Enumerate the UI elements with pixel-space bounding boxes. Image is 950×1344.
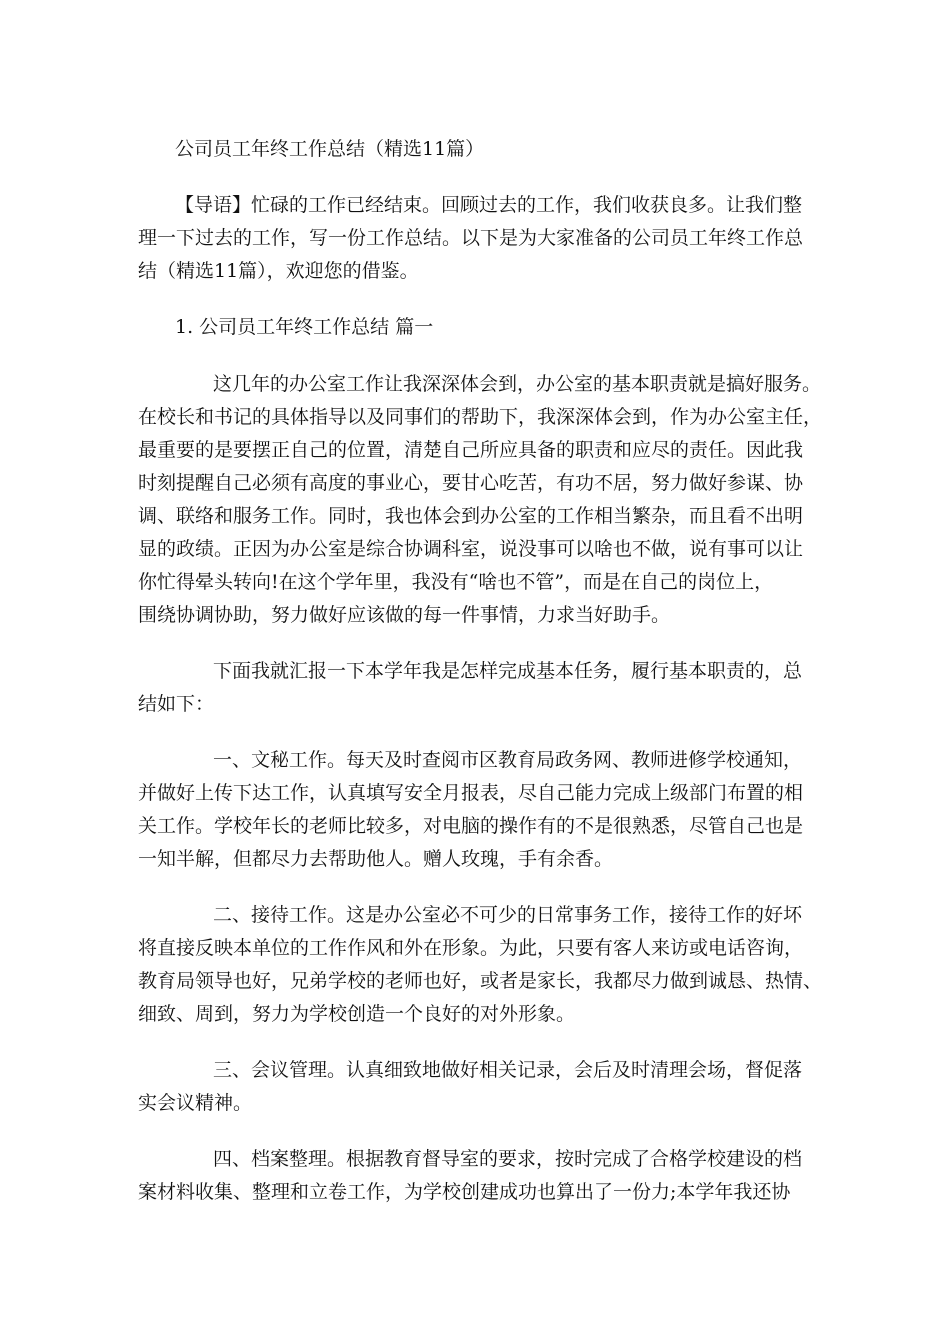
- paragraph-line: 时刻提醒自己必须有高度的事业心，要甘心吃苦，有功不居，努力做好参谋、协: [138, 472, 804, 494]
- paragraph-line: 一知半解，但都尽力去帮助他人。赠人玫瑰，手有余香。: [138, 848, 614, 870]
- paragraph-line: 三、会议管理。认真细致地做好相关记录，会后及时清理会场，督促落: [213, 1059, 803, 1081]
- paragraph-line: 结如下：: [138, 693, 215, 715]
- paragraph-line: 案材料收集、整理和立卷工作，为学校创建成功也算出了一份力;本学年我还协: [138, 1181, 791, 1203]
- paragraph-line: 一、文秘工作。每天及时查阅市区教育局政务网、教师进修学校通知，: [213, 749, 803, 771]
- document-title: 公司员工年终工作总结（精选11篇）: [175, 138, 485, 160]
- intro-line: 【导语】忙碌的工作已经结束。回顾过去的工作，我们收获良多。让我们整: [175, 194, 803, 216]
- paragraph-line: 二、接待工作。这是办公室必不可少的日常事务工作，接待工作的好坏: [213, 904, 803, 926]
- paragraph-line: 关工作。学校年长的老师比较多，对电脑的操作有的不是很熟悉，尽管自己也是: [138, 815, 804, 837]
- intro-line: 理一下过去的工作，写一份工作总结。以下是为大家准备的公司员工年终工作总: [138, 227, 804, 249]
- intro-line: 结（精选11篇），欢迎您的借鉴。: [138, 260, 419, 282]
- paragraph-line: 调、联络和服务工作。同时，我也体会到办公室的工作相当繁杂，而且看不出明: [138, 505, 804, 527]
- paragraph-line: 细致、周到，努力为学校创造一个良好的对外形象。: [138, 1003, 576, 1025]
- section-heading: 1. 公司员工年终工作总结 篇一: [175, 316, 434, 338]
- paragraph-line: 显的政绩。正因为办公室是综合协调科室，说没事可以啥也不做，说有事可以让: [138, 538, 804, 560]
- paragraph-line: 最重要的是要摆正自己的位置，清楚自己所应具备的职责和应尽的责任。因此我: [138, 439, 804, 461]
- paragraph-line: 你忙得晕头转向!在这个学年里，我没有“啥也不管”，而是在自己的岗位上，: [138, 571, 774, 593]
- paragraph-line: 四、档案整理。根据教育督导室的要求，按时完成了合格学校建设的档: [213, 1148, 803, 1170]
- paragraph-line: 并做好上传下达工作，认真填写安全月报表，尽自己能力完成上级部门布置的相: [138, 782, 804, 804]
- paragraph-line: 实会议精神。: [138, 1092, 253, 1114]
- paragraph-line: 将直接反映本单位的工作作风和外在形象。为此，只要有客人来访或电话咨询，: [138, 937, 804, 959]
- paragraph-line: 围绕协调协助，努力做好应该做的每一件事情，力求当好助手。: [138, 604, 671, 626]
- paragraph-line: 教育局领导也好，兄弟学校的老师也好，或者是家长，我都尽力做到诚恳、热情、: [138, 970, 823, 992]
- paragraph-line: 下面我就汇报一下本学年我是怎样完成基本任务，履行基本职责的，总: [213, 660, 803, 682]
- paragraph-line: 这几年的办公室工作让我深深体会到，办公室的基本职责就是搞好服务。: [213, 373, 822, 395]
- paragraph-line: 在校长和书记的具体指导以及同事们的帮助下，我深深体会到，作为办公室主任，: [138, 406, 823, 428]
